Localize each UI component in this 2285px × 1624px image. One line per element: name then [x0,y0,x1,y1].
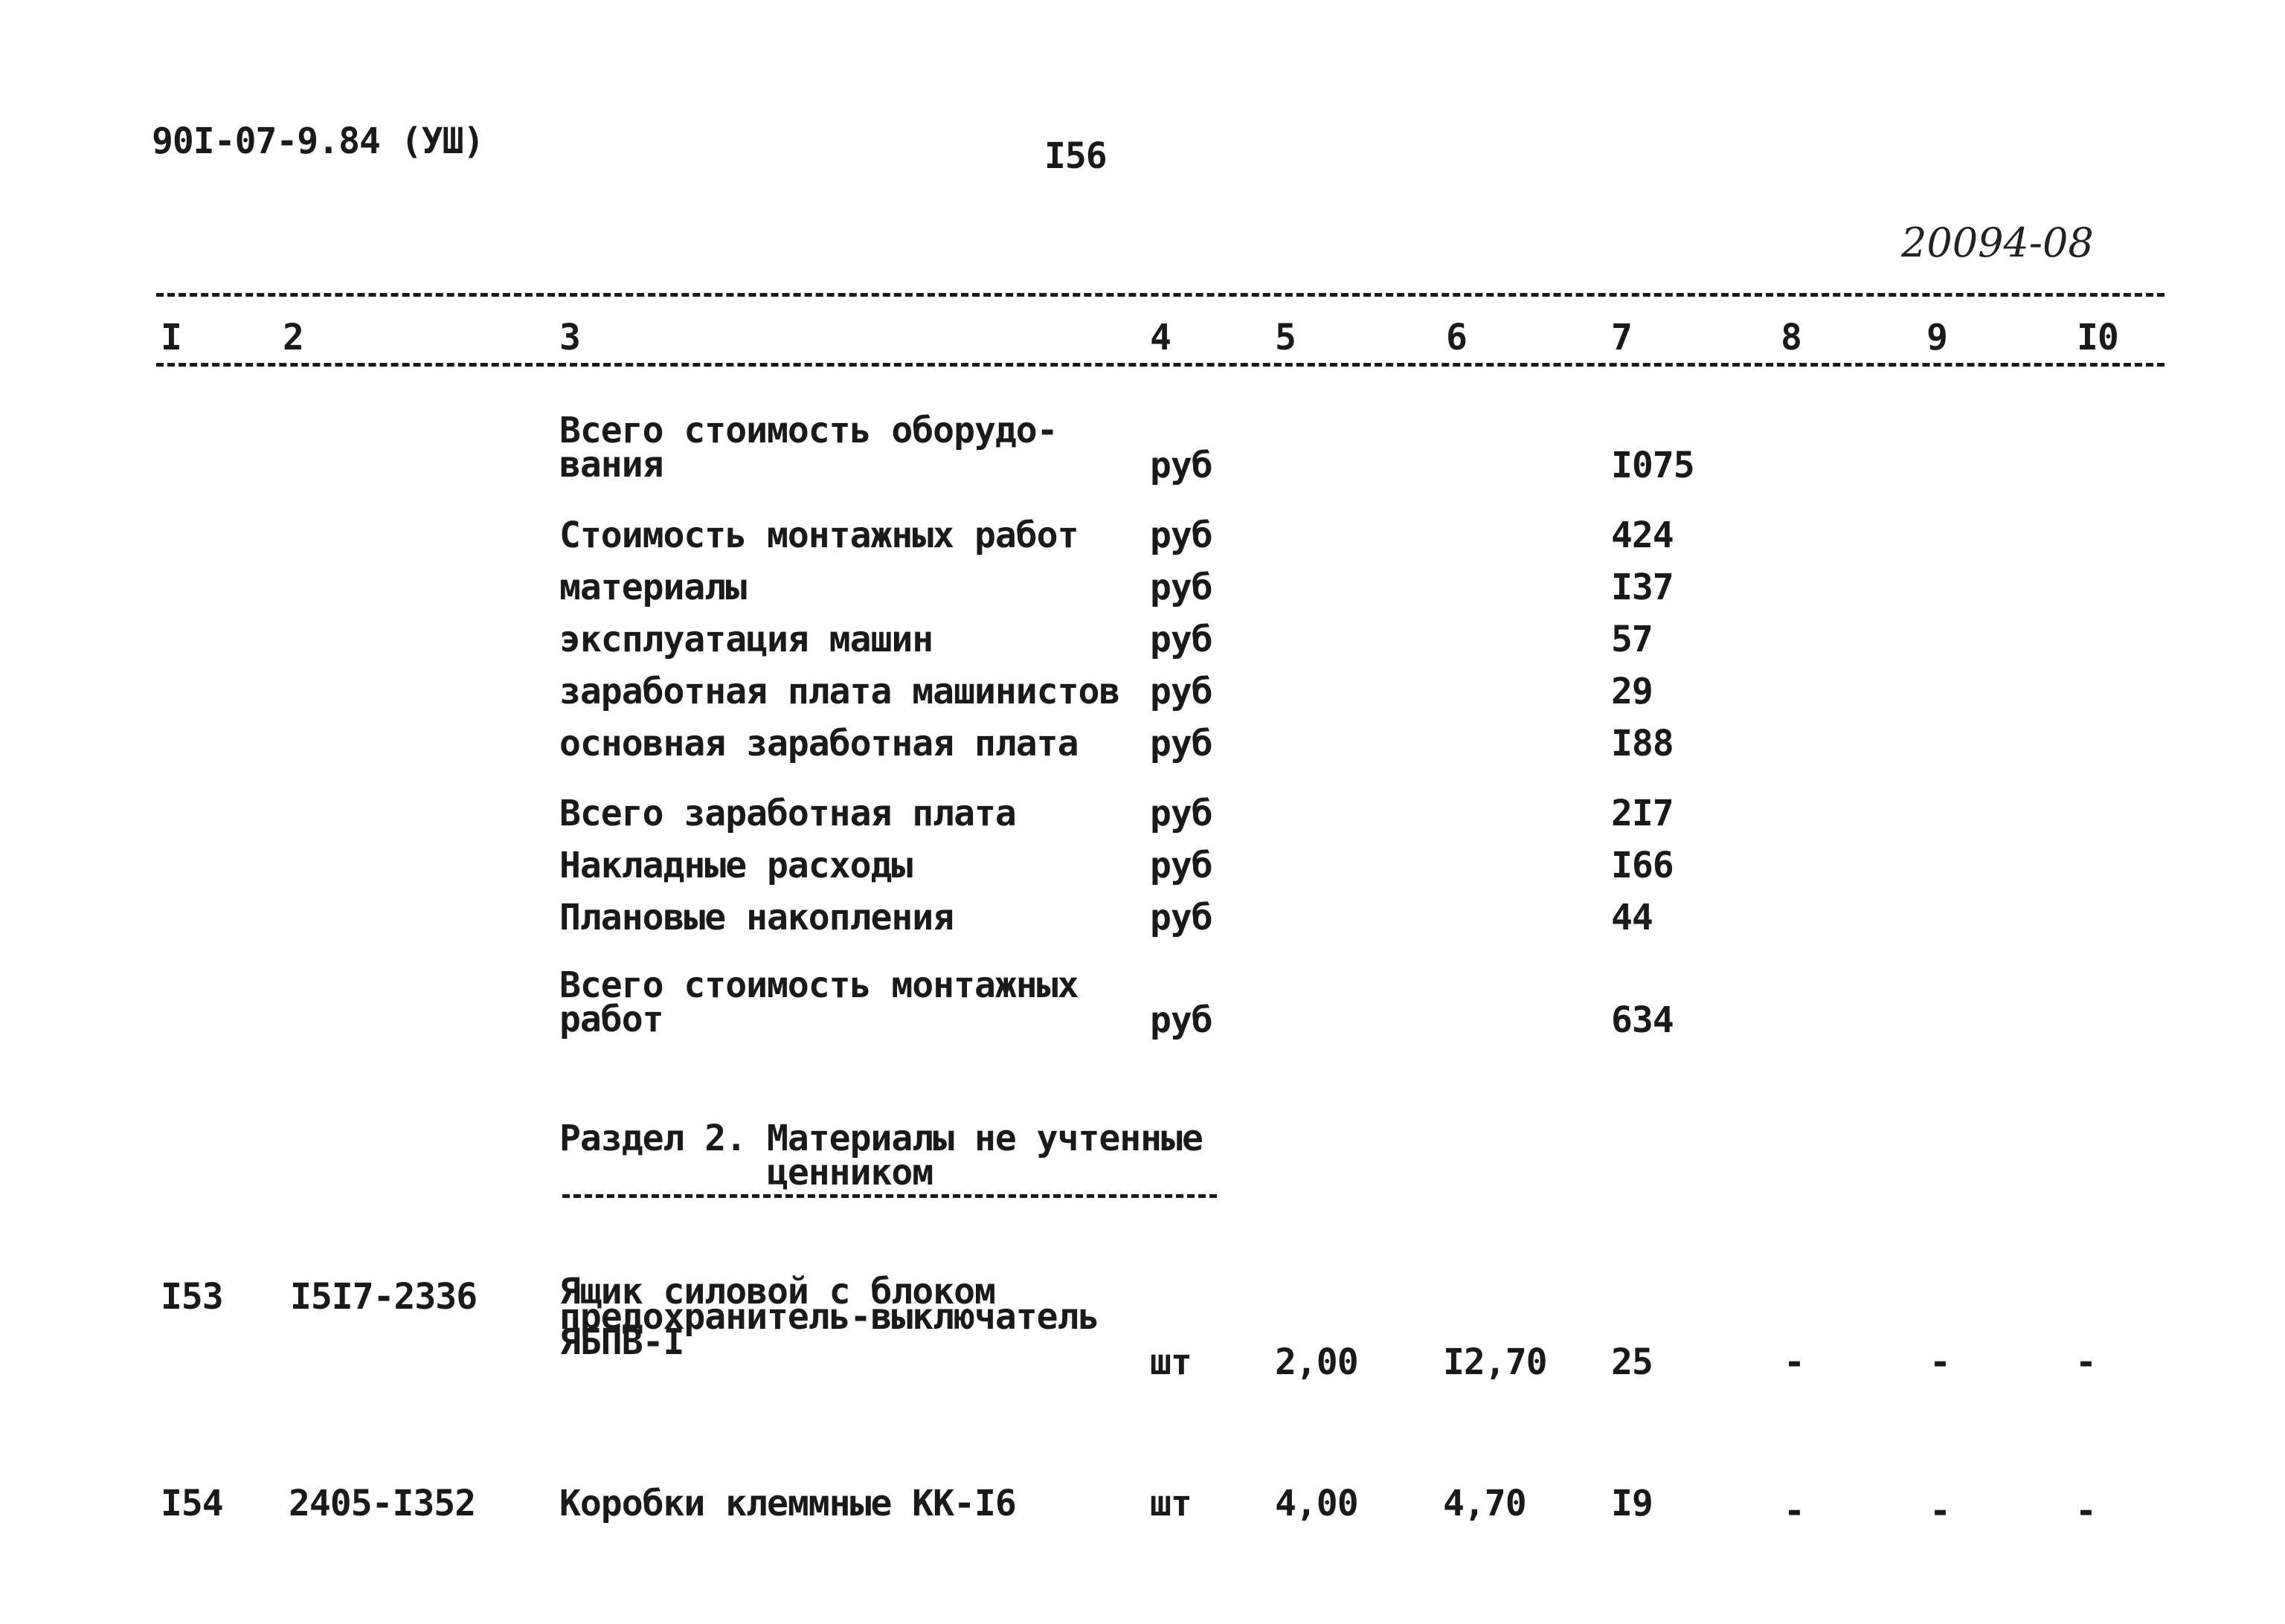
summary-label: эксплуатация машин [559,619,933,660]
item-col9: - [1929,1341,1950,1383]
item-quantity: 4,00 [1275,1483,1358,1524]
summary-value: 44 [1611,897,1653,938]
summary-unit: руб [1150,999,1212,1041]
summary-label: Стоимость монтажных работ [559,515,1079,556]
summary-value: 424 [1611,515,1674,556]
item-total: I9 [1611,1483,1653,1524]
summary-value: 634 [1611,999,1674,1041]
column-header-9: 9 [1926,317,1947,358]
summary-label: Накладные расходы [559,845,913,886]
summary-unit: руб [1150,897,1212,938]
summary-value: 29 [1611,671,1653,712]
column-header-1: I [161,317,181,358]
column-header-2: 2 [283,317,303,358]
header-rule-top [156,293,2165,297]
summary-unit: руб [1150,567,1212,608]
column-header-3: 3 [559,317,580,358]
column-header-6: 6 [1446,317,1467,358]
summary-label: Всего стоимость монтажных работ [559,964,1079,1040]
item-name: Ящик силовой с блоком предохранитель-выключатель ЯБПВ-I [559,1271,1099,1363]
item-number: I53 [161,1276,223,1318]
header-rule-bottom [156,363,2165,367]
item-col8: - [1784,1490,1804,1532]
summary-value: I37 [1611,567,1674,608]
item-unit: шт [1150,1341,1192,1383]
page-number: I56 [1044,135,1107,177]
summary-value: I66 [1611,845,1674,886]
item-total: 25 [1611,1341,1653,1383]
section-heading: Раздел 2. Материалы не учтенные ценником [559,1118,1203,1193]
summary-label: основная заработная плата [559,723,1079,764]
column-header-4: 4 [1150,317,1171,358]
summary-label: материалы [559,567,747,608]
summary-value: I88 [1611,723,1674,764]
summary-unit: руб [1150,619,1212,660]
summary-value: 57 [1611,619,1653,660]
item-price: 4,70 [1443,1483,1526,1524]
summary-unit: руб [1150,515,1212,556]
column-header-7: 7 [1611,317,1632,358]
summary-unit: руб [1150,445,1212,486]
column-header-10: I0 [2077,317,2118,358]
item-col10: - [2075,1490,2096,1532]
item-price: I2,70 [1443,1341,1547,1383]
column-header-5: 5 [1275,317,1296,358]
section-heading-rule [562,1194,1217,1198]
item-quantity: 2,00 [1275,1341,1358,1383]
summary-label: заработная плата машинистов [559,671,1120,712]
summary-label: Плановые накопления [559,897,954,938]
item-col8: - [1784,1341,1804,1383]
item-code: 2405-I352 [289,1483,476,1524]
summary-value: 2I7 [1611,793,1674,834]
summary-unit: руб [1150,845,1212,886]
summary-unit: руб [1150,793,1212,834]
summary-label: Всего заработная плата [559,793,1016,834]
item-col9: - [1929,1490,1950,1532]
item-name: Коробки клеммные КК-I6 [559,1483,1016,1524]
column-header-8: 8 [1781,317,1802,358]
item-unit: шт [1150,1483,1192,1524]
summary-unit: руб [1150,671,1212,712]
archive-number: 20094-08 [1901,219,2094,266]
summary-label: Всего стоимость оборудо- вания [559,410,1058,486]
summary-value: I075 [1611,445,1694,486]
item-number: I54 [161,1483,223,1524]
summary-unit: руб [1150,723,1212,764]
item-col10: - [2075,1341,2096,1383]
document-code: 90I-07-9.84 (УШ) [152,120,484,162]
item-code: I5I7-2336 [290,1276,478,1318]
